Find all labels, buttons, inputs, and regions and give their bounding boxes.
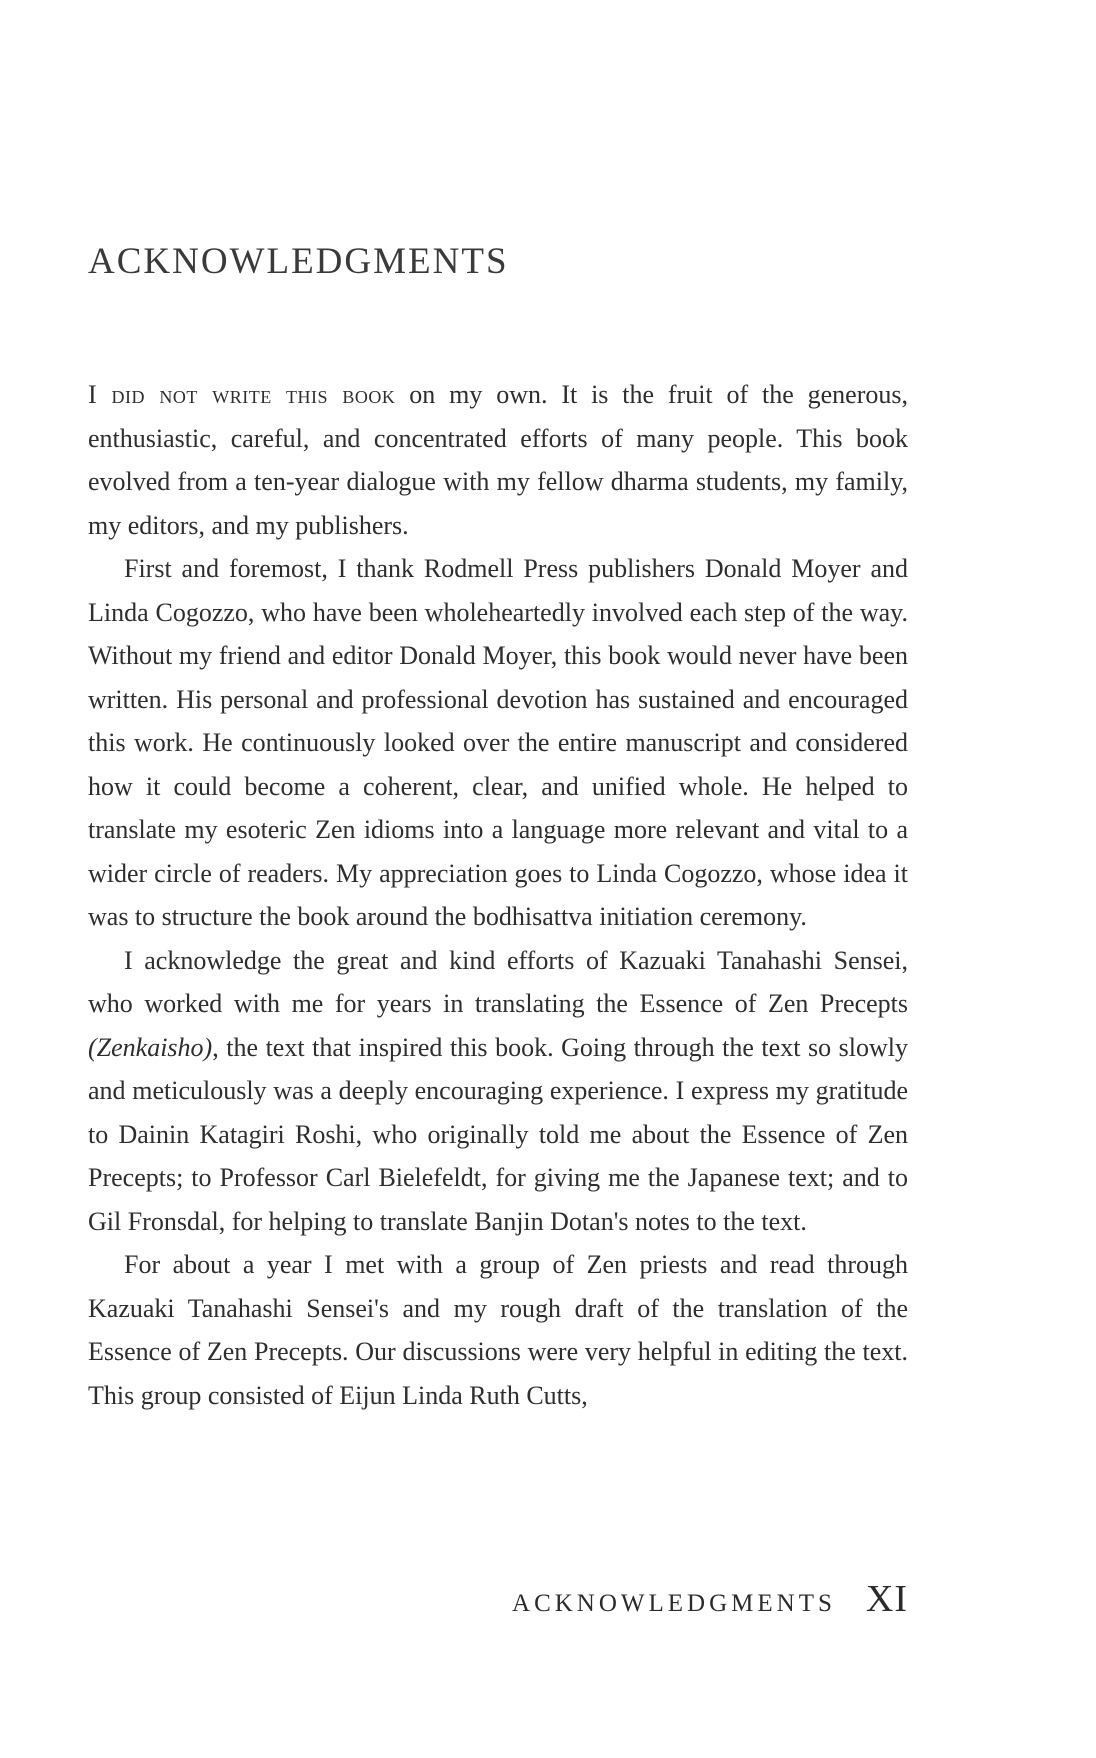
paragraph-3-italic-title: (Zenkaisho) <box>88 1032 213 1062</box>
paragraph-3-text-after: , the text that inspired this book. Going through the text so slowly and meticulously was a deeply encouraging experience. I express my gratitude to Dainin Katagiri Roshi, who originally told me about the Essence of Zen Precepts; to Professor Carl Bielefeldt, for giving me the Japanese text; and to Gil Fronsdal, for helping to translate Banjin Dotan's notes to the text. <box>88 1032 908 1236</box>
page-number: XI <box>865 1578 908 1620</box>
lead-in-small-caps: I did not write this book <box>88 380 396 409</box>
body-text <box>88 373 908 1417</box>
chapter-title: ACKNOWLEDGMENTS <box>88 241 509 282</box>
paragraph-3-text-before: I acknowledge the great and kind efforts of Kazuaki Tanahashi Sensei, who worked with me for years in translating the Essence of Zen Precepts <box>88 945 908 1018</box>
paragraph-3 <box>88 939 908 1244</box>
paragraph-4: For about a year I met with a group of Zen priests and read through Kazuaki Tanahashi Sensei's and my rough draft of the translation of the Essence of Zen Precepts. Our discussions were very helpful in editing the text. This group consisted of Eijun Linda Ruth Cutts, <box>88 1250 908 1410</box>
footer-running-title: ACKNOWLEDGMENTS <box>512 1590 836 1617</box>
paragraph-2: First and foremost, I thank Rodmell Press publishers Donald Moyer and Linda Cogozzo, who have been wholeheartedly involved each step of the way. Without my friend and editor Donald Moyer, this book would never have been written. His personal and professional devotion has sustained and encouraged this work. He continuously looked over the entire manuscript and considered how it could become a coherent, clear, and unified whole. He helped to translate my esoteric Zen idioms into a language more relevant and vital to a wider circle of readers. My appreciation goes to Linda Cogozzo, whose idea it was to structure the book around the bodhisattva initiation ceremony. <box>88 554 908 931</box>
paragraph-1-text: on my own. It is the fruit of the generous, enthusiastic, careful, and concentrated efforts of many people. This book evolved from a ten-year dialogue with my fellow dharma students, my family, my editors, and my publishers. <box>88 380 908 540</box>
running-footer <box>512 1577 908 1621</box>
paragraph-1 <box>88 373 908 547</box>
